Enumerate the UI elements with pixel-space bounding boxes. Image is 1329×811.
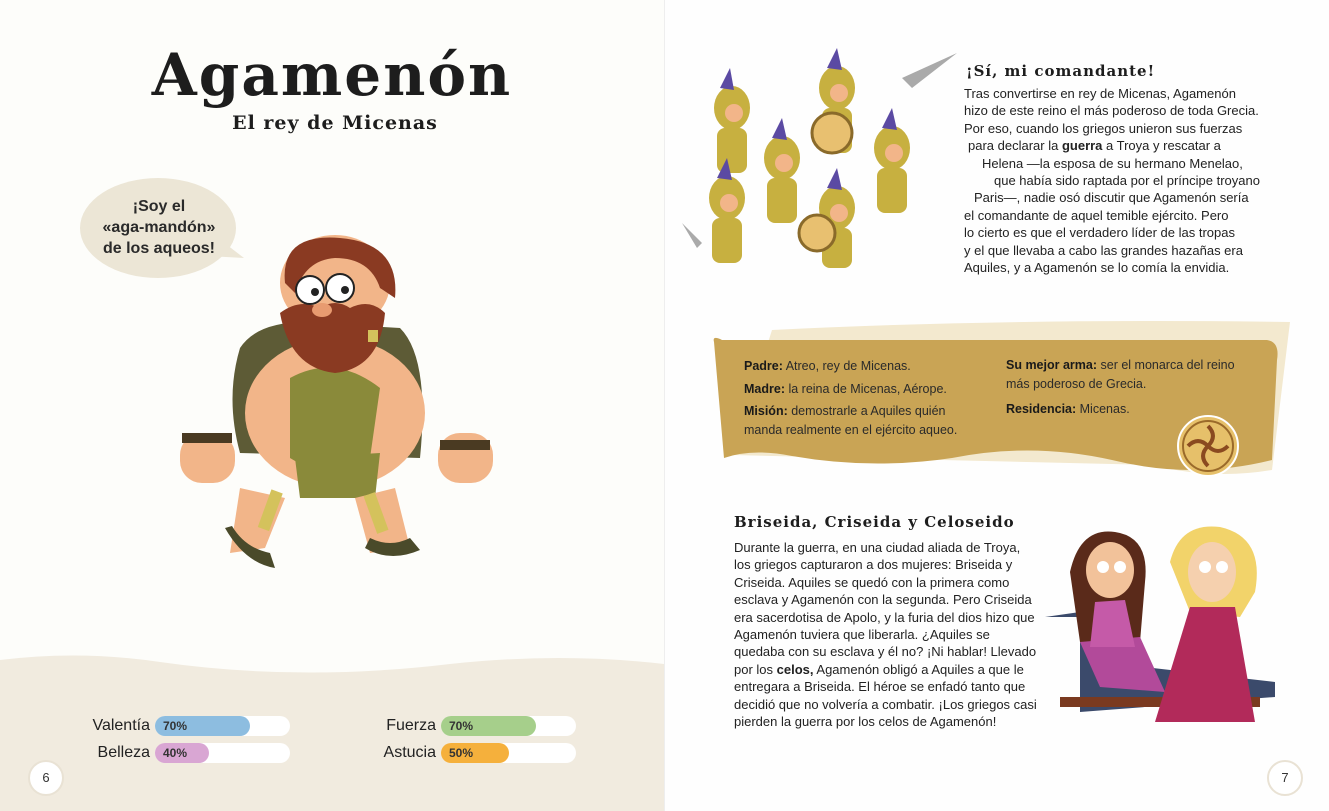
page-number-left: 6 <box>28 760 64 796</box>
stat-row-fuerza <box>296 714 596 736</box>
stat-track <box>155 743 290 763</box>
briseida-paragraph: Durante la guerra, en una ciudad aliada de Troya, los griegos capturaron a dos mujeres: Briseida y Criseida. Aquiles se quedó con la primera como esclava y Agamenón con la segunda. Pero Criseida era sacerdotisa de Apolo, y la furia del dios hizo que Agamenón tuviera que liberarla. ¿Aquiles se quedaba con su esclava y él no? ¡Ni hablar! Llevado por los celos, Agamenón obligó a Aquiles a que le entregara a Briseida. El héroe se enfadó tanto que decidió que no volvería a combatir. ¡Los griegos casi pierden la guerra por los celos de Agamenón! <box>734 540 1037 730</box>
page-number-right: 7 <box>1267 760 1303 796</box>
stat-row-astucia <box>296 741 596 763</box>
stat-label: Belleza <box>97 744 150 761</box>
stat-track <box>155 716 290 736</box>
page-title: Agamenón <box>151 41 513 109</box>
stat-row-valentia <box>10 714 310 736</box>
page-subtitle: El rey de Micenas <box>232 112 438 134</box>
keyword-guerra: guerra <box>1061 138 1103 154</box>
stat-label: Valentía <box>92 717 150 734</box>
stat-track <box>441 743 576 763</box>
agamemnon-illustration <box>170 228 500 578</box>
commander-paragraph: Tras convertirse en rey de Micenas, Agamenón hizo de este reino el más poderoso de toda Grecia. Por eso, cuando los griegos unieron sus fuerzas para declarar la guerra a Troya y rescatar a Helena —la esposa de su hermano Menelao, que había sido raptada por el príncipe troyano Paris—, nadie osó discutir que Agamenón sería el comandante de aquel temible ejército. Pero lo cierto es que el verdadero líder de las tropas y el que llevaba a cabo las grandes hazañas era Aquiles, y a Agamenón se lo comía la envidia. <box>964 86 1260 276</box>
keyword-celos: celos, <box>776 661 814 677</box>
left-page <box>0 0 664 811</box>
stat-track <box>441 716 576 736</box>
stat-value: 50% <box>449 746 474 760</box>
stat-value: 40% <box>163 746 188 760</box>
info-right-column: Su mejor arma: ser el monarca del reino más poderoso de Grecia. Residencia: Micenas. <box>1006 358 1235 416</box>
stat-label: Fuerza <box>386 717 436 734</box>
briseida-criseida-illustration <box>1040 522 1280 727</box>
stat-value: 70% <box>163 719 188 733</box>
stat-row-belleza <box>10 741 310 763</box>
stat-label: Astucia <box>383 744 436 761</box>
shield-icon <box>1176 414 1240 478</box>
speech-bubble-text: ¡Soy el «aga-mandón» de los aqueos! <box>102 198 216 257</box>
section-heading-briseida: Briseida, Criseida y Celoseido <box>734 513 1015 531</box>
section-heading-commander: ¡Sí, mi comandante! <box>966 62 1156 80</box>
info-left-column: Padre: Atreo, rey de Micenas. Madre: la reina de Micenas, Aérope. Misión: demostrarle a Aquiles quién manda realmente en el ejército aqueo. <box>744 359 958 437</box>
stat-value: 70% <box>449 719 474 733</box>
greek-soldiers-illustration <box>672 48 957 300</box>
